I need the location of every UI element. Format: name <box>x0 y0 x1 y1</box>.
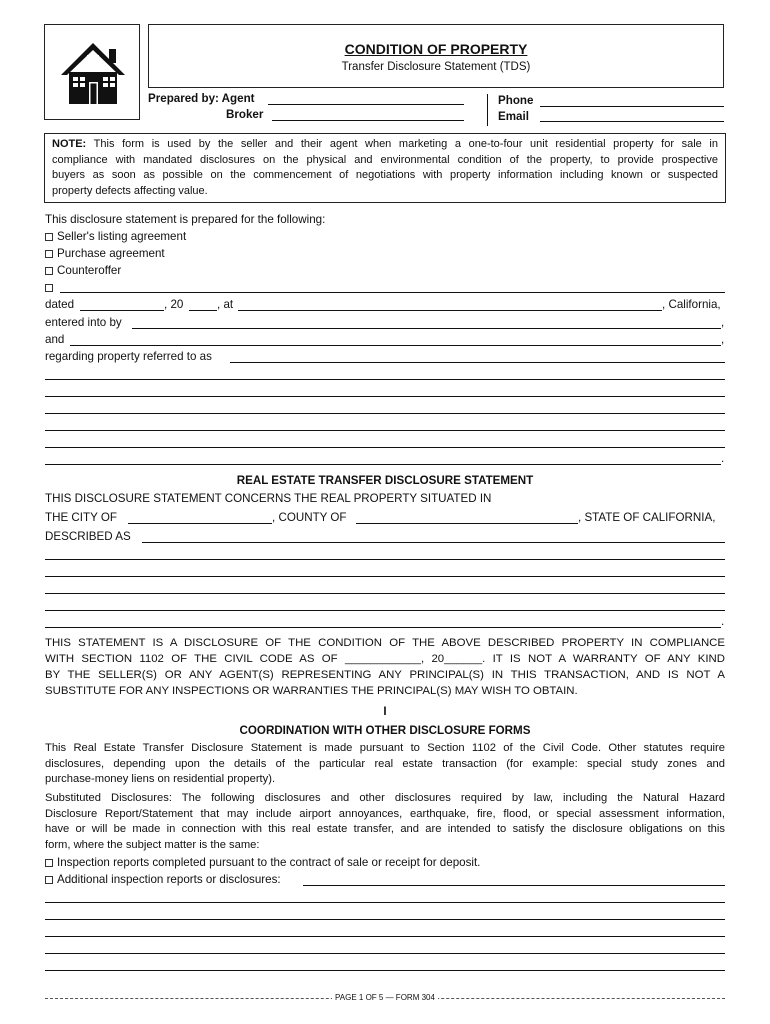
note-text: NOTE: This form is used by the seller and their agent when marketing a one-to-four unit residential property for sale in compliance with mandated disclosures on the physical and environmental condition of the property, to provide prospective buyers as soon as possible on the commencement of negotiations with property information including known or suspected property defects affecting value. <box>52 138 718 197</box>
additional-line[interactable] <box>45 970 725 971</box>
property-line[interactable] <box>45 430 725 431</box>
period-1: . <box>721 452 725 465</box>
section-heading: COORDINATION WITH OTHER DISCLOSURE FORMS <box>239 724 531 737</box>
section-numeral: I <box>383 705 387 718</box>
checkbox-icon[interactable] <box>45 233 53 241</box>
form-subtitle: Transfer Disclosure Statement (TDS) <box>341 61 531 73</box>
additional-line[interactable] <box>45 902 725 903</box>
email-field[interactable] <box>540 121 724 122</box>
broker-field[interactable] <box>272 120 464 121</box>
location-field[interactable] <box>238 310 662 311</box>
regarding-field[interactable] <box>230 362 725 363</box>
and-field[interactable] <box>70 345 721 346</box>
logo-box <box>44 24 140 120</box>
described-line[interactable] <box>45 559 725 560</box>
additional-line[interactable] <box>45 936 725 937</box>
property-line[interactable] <box>45 464 721 465</box>
county-label: , COUNTY OF <box>272 511 347 524</box>
phone-field[interactable] <box>540 106 724 107</box>
additional-line[interactable] <box>45 919 725 920</box>
broker-label: Broker <box>226 108 264 121</box>
and-label: and <box>45 333 65 346</box>
city-label: THE CITY OF <box>45 511 117 524</box>
checkbox-listing[interactable]: Seller's listing agreement <box>45 230 186 244</box>
section-para1: This Real Estate Transfer Disclosure Statement is made pursuant to Section 1102 of the Civil Code. Other statutes require disclosures, depending upon the details of the particular real estate transaction (for example: special study zones and purchase-money liens on residential property). <box>45 742 725 785</box>
comma-1: , <box>721 316 725 329</box>
agent-field[interactable] <box>268 104 464 105</box>
entered-field[interactable] <box>132 328 721 329</box>
rets-line1: THIS DISCLOSURE STATEMENT CONCERNS THE REAL PROPERTY SITUATED IN <box>45 492 492 505</box>
form-title: CONDITION OF PROPERTY <box>344 41 528 57</box>
additional-line[interactable] <box>45 953 725 954</box>
additional-field[interactable] <box>303 885 725 886</box>
checkbox-icon[interactable] <box>45 284 53 292</box>
property-line[interactable] <box>45 396 725 397</box>
entered-label: entered into by <box>45 316 122 329</box>
described-line[interactable] <box>45 593 725 594</box>
city-field[interactable] <box>128 523 272 524</box>
checkbox-icon[interactable] <box>45 267 53 275</box>
checkbox-counteroffer[interactable]: Counteroffer <box>45 264 121 278</box>
dated-label: dated <box>45 298 75 311</box>
house-icon <box>45 25 141 121</box>
checkbox-inspection[interactable]: Inspection reports completed pursuant to the contract of sale or receipt for deposit. <box>45 856 480 870</box>
regarding-label: regarding property referred to as <box>45 350 212 363</box>
checkbox-other[interactable] <box>45 281 57 295</box>
property-line[interactable] <box>45 447 725 448</box>
checkbox-icon[interactable] <box>45 859 53 867</box>
section-para2: Substituted Disclosures: The following disclosures and other disclosures required by law, including the Natural Hazard Disclosure Report/Statement that may include airport annoyances, earthquake, fire, flood, or special assessment information, have or will be made in connection with this real estate transfer, and are intended to satisfy the disclosure obligations on this form, where the subject matter is the same: <box>45 792 725 851</box>
other-field[interactable] <box>60 292 725 293</box>
described-field[interactable] <box>142 542 725 543</box>
at-label: , at <box>217 298 234 311</box>
described-line[interactable] <box>45 627 721 628</box>
comma-2: , <box>721 333 725 346</box>
year-field[interactable] <box>189 310 217 311</box>
state-label: , STATE OF CALIFORNIA, <box>578 511 716 524</box>
described-label: DESCRIBED AS <box>45 530 131 543</box>
checkbox-purchase[interactable]: Purchase agreement <box>45 247 165 261</box>
described-line[interactable] <box>45 610 725 611</box>
dated-field[interactable] <box>80 310 164 311</box>
property-line[interactable] <box>45 413 725 414</box>
property-line[interactable] <box>45 379 725 380</box>
page-footer: PAGE 1 OF 5 — FORM 304 <box>45 992 725 1004</box>
county-field[interactable] <box>356 523 578 524</box>
prepared-for-intro: This disclosure statement is prepared for the following: <box>45 213 326 226</box>
statement-text: THIS STATEMENT IS A DISCLOSURE OF THE CONDITION OF THE ABOVE DESCRIBED PROPERTY IN COMPLIANCE WITH SECTION 1102 OF THE CIVIL CODE AS OF ____________, 20______. IT IS NOT A WARRANTY OF ANY KIND BY THE SELLER(S) OR ANY AGENT(S) REPRESENTING ANY PRINCIPAL(S) IN THIS TRANSACTION, AND IS NOT A SUBSTITUTE FOR ANY INSPECTIONS OR WARRANTIES THE PRINCIPAL(S) MAY WISH TO OBTAIN. <box>45 637 725 697</box>
email-label: Email <box>498 110 529 123</box>
checkbox-icon[interactable] <box>45 250 53 258</box>
described-line[interactable] <box>45 576 725 577</box>
phone-label: Phone <box>498 94 534 107</box>
twenty-label: , 20 <box>164 298 184 311</box>
checkbox-icon[interactable] <box>45 876 53 884</box>
agent-label: Prepared by: Agent <box>148 92 255 105</box>
divider <box>487 94 488 126</box>
rets-heading: REAL ESTATE TRANSFER DISCLOSURE STATEMENT <box>236 474 534 487</box>
period-2: . <box>721 615 725 628</box>
checkbox-additional[interactable]: Additional inspection reports or disclosures: <box>45 873 281 887</box>
california-label: , California, <box>662 298 721 311</box>
